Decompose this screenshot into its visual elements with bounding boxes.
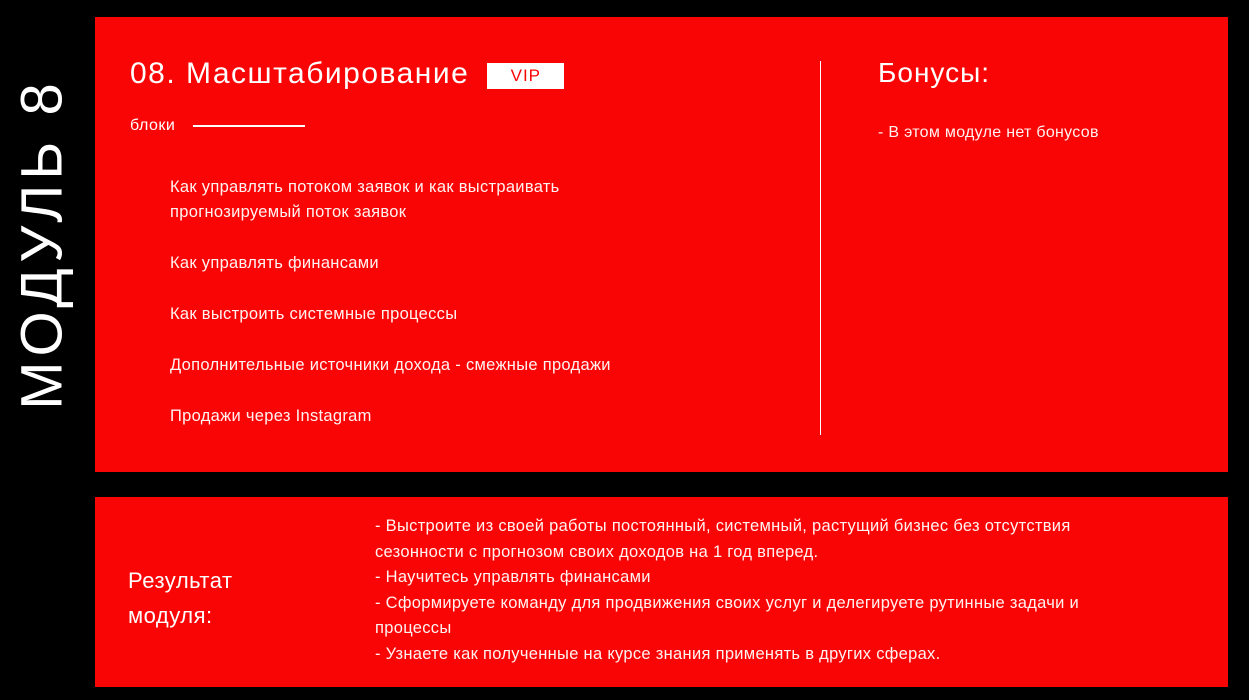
- bonus-item: - В этом модуле нет бонусов: [878, 124, 1099, 141]
- block-item: Как выстроить системные процессы: [170, 305, 458, 323]
- vip-badge: VIP: [487, 63, 564, 89]
- bonuses-list: [878, 121, 1099, 145]
- blocks-caption: блоки: [130, 117, 176, 134]
- module-title-row: [130, 57, 564, 91]
- module-panel: [95, 17, 1228, 472]
- bonuses-section: [878, 57, 1099, 145]
- vertical-divider: [820, 61, 821, 435]
- module-title: 08. Масштабирование: [130, 57, 470, 90]
- result-item: - Сформируете команду для продвижения своих услуг и делегируете рутинные задачи и процессы: [375, 593, 1080, 637]
- blocks-underline-rule: [193, 125, 305, 127]
- bonuses-heading: Бонусы:: [878, 57, 990, 88]
- module-number-vertical-label: МОДУЛЬ 8: [9, 78, 75, 410]
- result-heading: Результат модуля:: [128, 568, 233, 628]
- result-panel: [95, 497, 1228, 687]
- result-list: [375, 514, 1145, 667]
- block-item: Как управлять потоком заявок и как выстраивать прогнозируемый поток заявок: [170, 178, 560, 221]
- block-item: Продажи через Instagram: [170, 407, 372, 425]
- block-item: Как управлять финансами: [170, 254, 379, 272]
- blocks-caption-row: [130, 117, 305, 135]
- block-item: Дополнительные источники дохода - смежные продажи: [170, 356, 611, 374]
- result-item: - Узнаете как полученные на курсе знания применять в других сферах.: [375, 644, 941, 663]
- result-item: - Выстроите из своей работы постоянный, системный, растущий бизнес без отсутствия сезонности с прогнозом своих доходов на 1 год вперед.: [375, 517, 1071, 561]
- result-item: - Научитесь управлять финансами: [375, 568, 651, 586]
- block-list: [170, 175, 665, 455]
